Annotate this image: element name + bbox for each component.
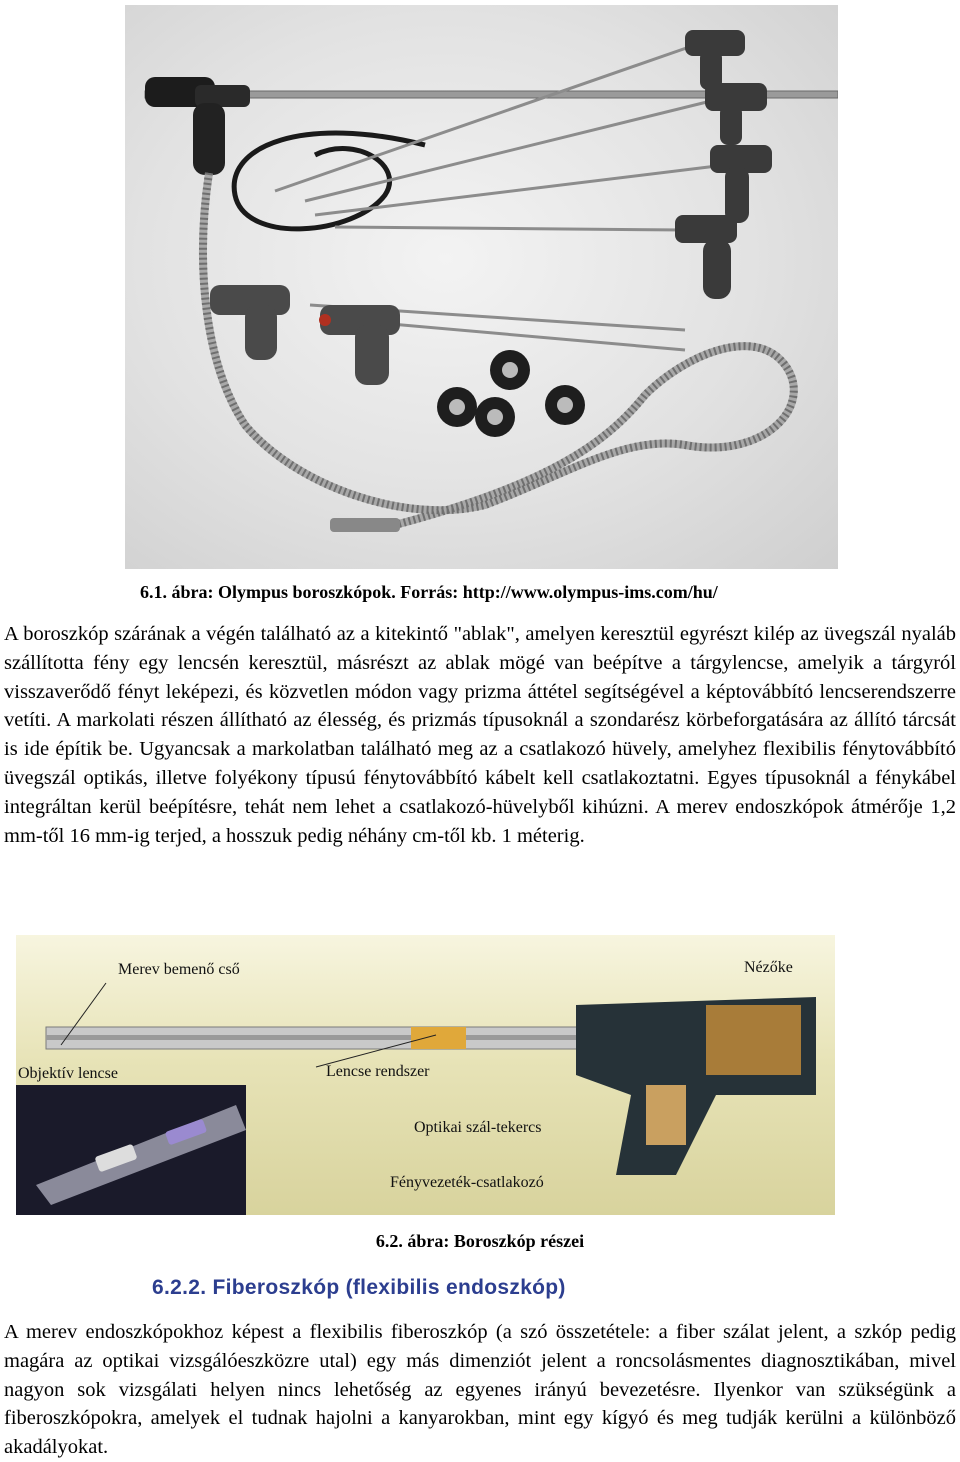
section-heading: 6.2.2. Fiberoszkóp (flexibilis endoszkóp) [152,1276,566,1299]
figure1-caption: 6.1. ábra: Olympus boroszkópok. Forrás: http://www.olympus-ims.com/hu/ [140,582,718,602]
label-fiber-coil: Optikai szál-tekercs [414,1119,542,1136]
figure-borescope-parts [16,935,835,1215]
figure2-caption: 6.2. ábra: Boroszkóp részei [375,1231,585,1251]
paragraph-borescope-description: A boroszkóp szárának a végén található az a kitekintő "ablak", amelyen keresztül egyrészt kilép az üvegszál nyaláb szállította fény egy lencsén keresztül, másrészt az ablak mögé van beépítve a tárgylencse, amelyik a tárgyról visszaverődő fényt leképezi, és közvetlen módon vagy prizma áttétel segítségével a képtovábbító lencserendszerre vetíti. A markolati részen állítható az élesség, és prizmás típusoknál a szondarész körbeforgatására az állító tárcsát is ide építik be. Ugyancsak a markolatban található meg az a csatlakozó hüvely, amelyhez flexibilis fénytovábbító üvegszál optikás, illetve folyékony típusú fénytovábbító kábelt kell csatlakoztatni. Egyes típusoknál a fénykábel integráltan kerül beépítésre, tehát nem lehet a csatlakozó-hüvelyből kihúzni. A merev endoszkópok átmérője 1,2 mm-től 16 mm-ig terjed, a hosszuk pedig néhány cm-től kb. 1 méterig. [4,623,956,847]
label-eyepiece: Nézőke [744,959,793,976]
label-light-connector: Fényvezeték-csatlakozó [390,1174,544,1191]
borescopes-illustration [125,5,838,569]
label-lens-system: Lencse rendszer [326,1063,430,1080]
label-objective-lens: Objektív lencse [18,1065,118,1082]
paragraph-fiberscope-description: A merev endoszkópokhoz képest a flexibilis fiberoszkóp (a szó összetétele: a fiber szálat jelent, a szkóp pedig magára az optikai vizsgálóeszközre utal) egy más dimenziót jelent a roncsolásmentes diagnosztikában, mivel nagyon sok vizsgálati helyen nincs lehetőség az egyenes irányú bevezetésre. Ilyenkor van szükségünk a fiberoszkópokra, amelyek el tudnak hajolni a kanyarokban, mint egy kígyó és meg tudják kerülni a különböző akadályokat. [4,1321,956,1459]
label-rigid-tube: Merev bemenő cső [118,961,240,978]
figure-borescopes-photo [125,5,838,569]
